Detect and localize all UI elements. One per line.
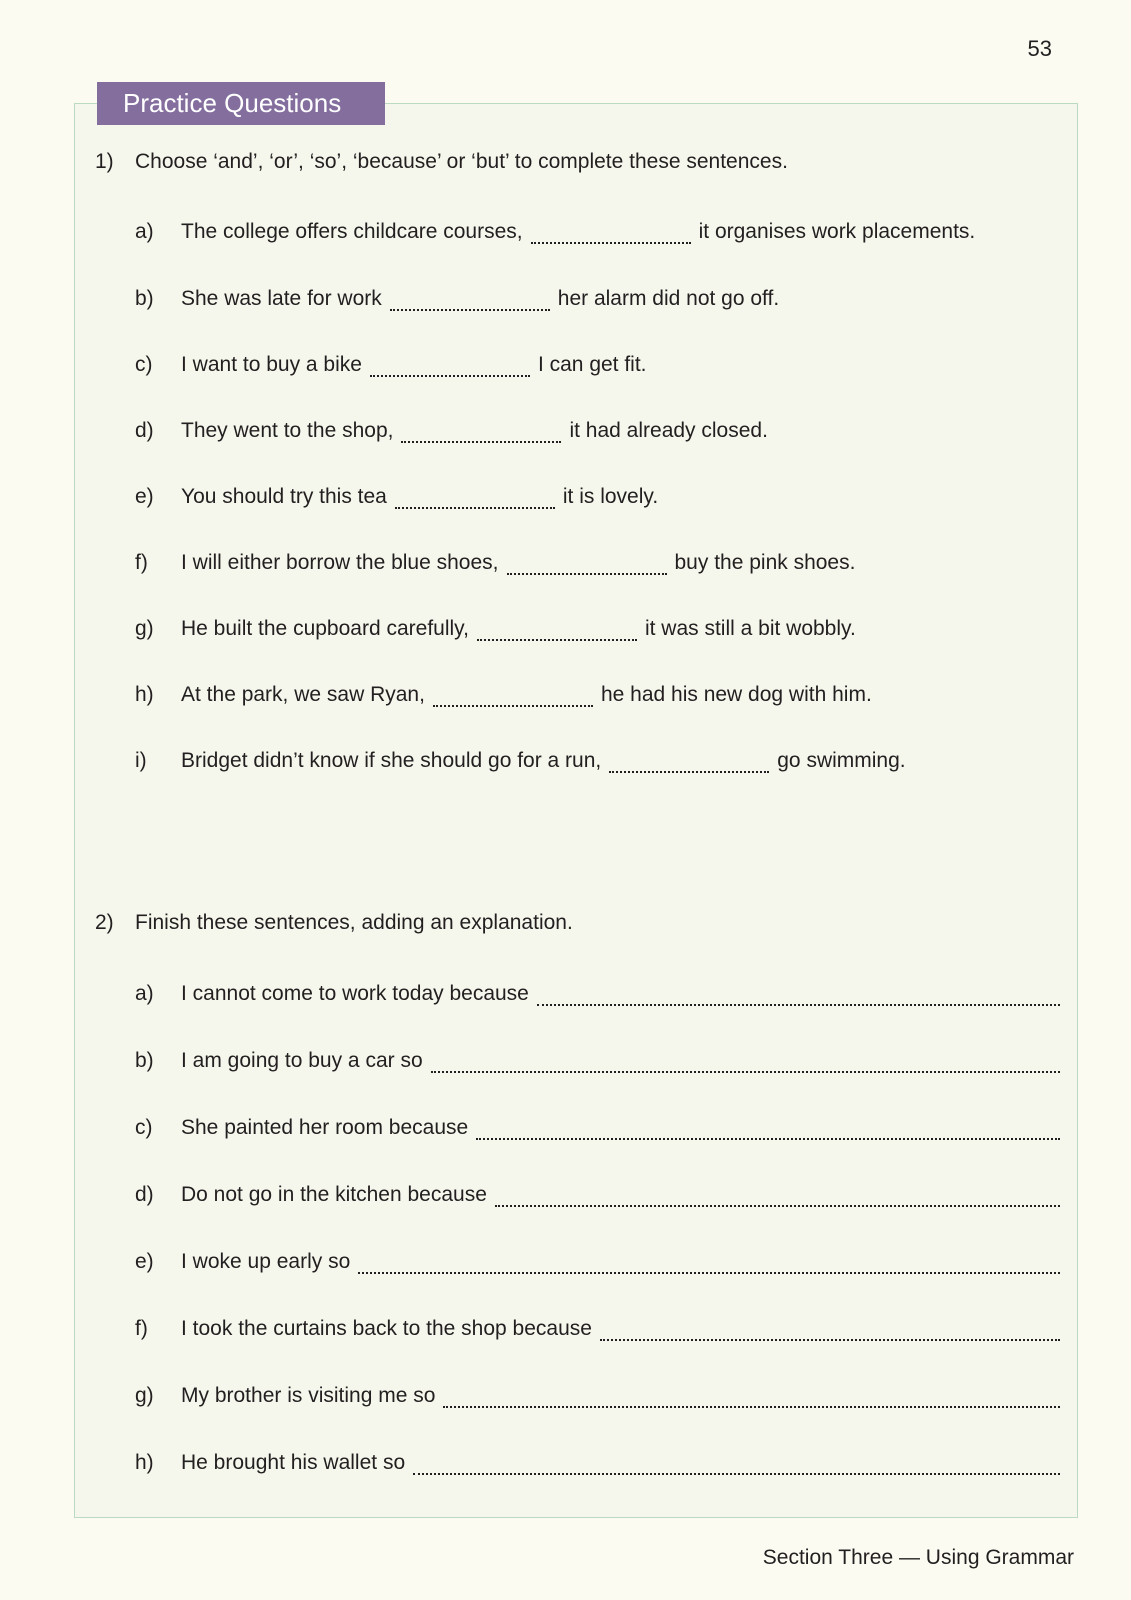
question-2-item [135,1445,1060,1475]
sentence-end: I can get fit. [537,353,647,376]
item-letter: e) [135,485,154,508]
sentence-end: it is lovely. [562,485,659,508]
answer-line[interactable] [358,1252,1060,1274]
item-letter: c) [135,353,153,376]
sentence-start: He built the cupboard carefully, [181,617,469,640]
sentence-start: I cannot come to work today because [181,982,529,1005]
sentence-start: They went to the shop, [181,419,394,442]
sentence-start: I am going to buy a car so [181,1049,423,1072]
item-letter: b) [135,287,154,310]
answer-line[interactable] [476,1118,1060,1140]
item-letter: a) [135,220,154,243]
question-2-item [135,1043,1060,1073]
sentence-start: She painted her room because [181,1116,469,1139]
sentence-end: he had his new dog with him. [600,683,872,706]
question-1-item [135,347,647,377]
item-letter: f) [135,1317,148,1340]
question-2-instruction: Finish these sentences, adding an explanation. [135,911,573,934]
sentence-start: The college offers childcare courses, [181,220,523,243]
section-footer: Section Three — Using Grammar [762,1546,1074,1569]
answer-line[interactable] [413,1453,1060,1475]
question-1-item [135,677,872,707]
answer-line[interactable] [431,1051,1060,1073]
item-letter: f) [135,551,148,574]
sentence-end: it was still a bit wobbly. [644,617,856,640]
item-letter: h) [135,1451,154,1474]
sentence-start: She was late for work [181,287,382,310]
item-letter: e) [135,1250,154,1273]
question-1-stem [95,150,788,174]
answer-blank[interactable] [477,619,637,641]
sentence-start: He brought his wallet so [181,1451,406,1474]
question-2-item [135,1177,1060,1207]
question-2-item [135,1110,1060,1140]
item-letter: i) [135,749,147,772]
question-2-item [135,976,1060,1006]
sentence-start: You should try this tea [181,485,387,508]
answer-blank[interactable] [433,685,593,707]
sentence-start: Bridget didn’t know if she should go for a run, [181,749,602,772]
answer-blank[interactable] [609,751,769,773]
sentence-end: it had already closed. [569,419,768,442]
item-letter: d) [135,419,154,442]
question-2-number: 2) [95,911,114,934]
item-letter: c) [135,1116,153,1139]
answer-line[interactable] [537,984,1060,1006]
item-letter: d) [135,1183,154,1206]
sentence-start: Do not go in the kitchen because [181,1183,487,1206]
answer-blank[interactable] [395,487,555,509]
item-letter: g) [135,1384,154,1407]
item-letter: a) [135,982,154,1005]
answer-line[interactable] [600,1319,1060,1341]
answer-blank[interactable] [401,421,561,443]
sentence-start: I woke up early so [181,1250,351,1273]
question-1-item [135,743,906,773]
question-1-item [135,611,856,641]
question-2-item [135,1244,1060,1274]
item-letter: g) [135,617,154,640]
question-2-item [135,1378,1060,1408]
question-1-instruction: Choose ‘and’, ‘or’, ‘so’, ‘because’ or ‘but’ to complete these sentences. [135,150,788,173]
panel-title: Practice Questions [97,82,385,125]
item-letter: h) [135,683,154,706]
sentence-start: I want to buy a bike [181,353,362,376]
question-2-item [135,1311,1060,1341]
question-1-item [135,214,975,244]
sentence-end: buy the pink shoes. [674,551,856,574]
page-number: 53 [1027,36,1052,61]
sentence-end: it organises work placements. [698,220,976,243]
answer-blank[interactable] [390,289,550,311]
answer-blank[interactable] [507,553,667,575]
item-letter: b) [135,1049,154,1072]
question-1-item [135,413,768,443]
question-1-number: 1) [95,150,114,173]
answer-line[interactable] [443,1386,1060,1408]
sentence-end: her alarm did not go off. [557,287,780,310]
sentence-end: go swimming. [777,749,906,772]
sentence-start: I took the curtains back to the shop because [181,1317,592,1340]
question-2-stem [95,911,573,935]
sentence-start: I will either borrow the blue shoes, [181,551,499,574]
sentence-start: My brother is visiting me so [181,1384,436,1407]
answer-blank[interactable] [370,355,530,377]
question-1-item [135,281,779,311]
answer-line[interactable] [495,1185,1060,1207]
question-1-item [135,479,658,509]
sentence-start: At the park, we saw Ryan, [181,683,425,706]
question-1-item [135,545,855,575]
answer-blank[interactable] [531,222,691,244]
practice-questions-panel [74,103,1078,1518]
